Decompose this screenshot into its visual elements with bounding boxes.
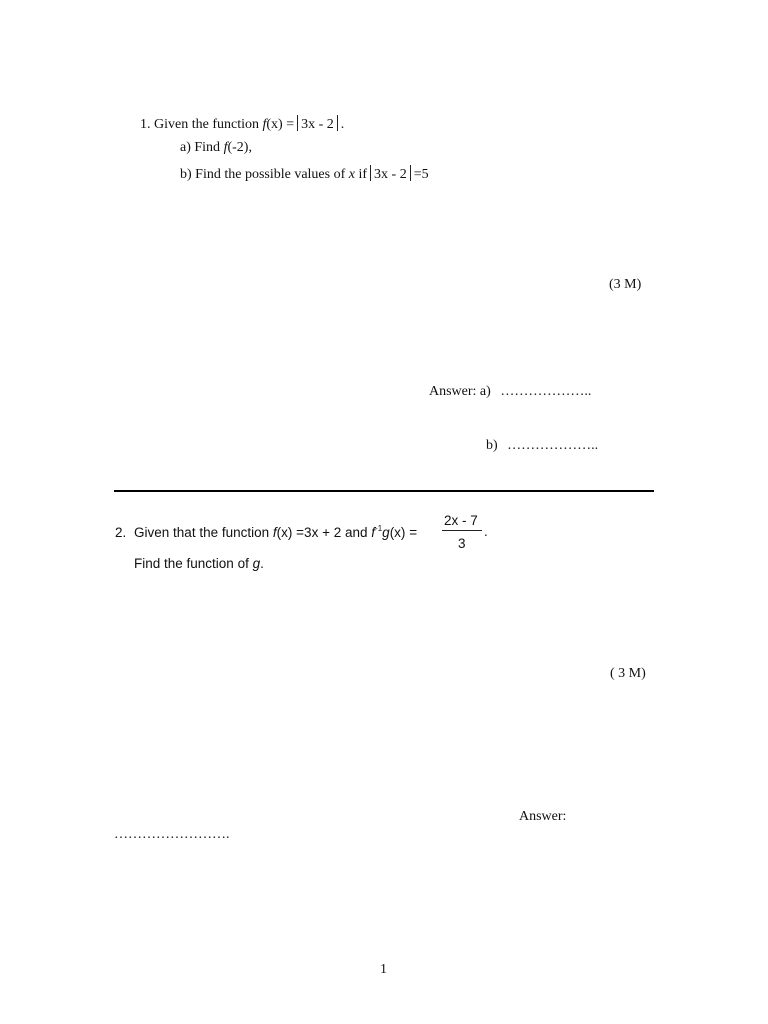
q1-part-b-if: if xyxy=(358,167,368,182)
q2-stem xyxy=(115,525,417,540)
q1-part-a-label: a) Find xyxy=(180,140,221,155)
q1-part-a-func: f xyxy=(223,140,228,155)
q1-number: 1. xyxy=(140,117,151,132)
q2-f-def: =3x + 2 xyxy=(296,525,342,540)
q2-f: f xyxy=(272,525,277,540)
q1-equals: = xyxy=(286,117,295,132)
q1-answer-b xyxy=(486,439,598,453)
q1-part-b-var: x xyxy=(348,167,355,182)
q2-find-line xyxy=(134,557,264,571)
q2-g-eq: = xyxy=(409,525,418,540)
q1-part-a xyxy=(180,141,252,155)
q1-answer-b-label: b) xyxy=(486,438,498,453)
q1-answer-label: Answer: a) xyxy=(429,384,491,399)
abs-bar-right xyxy=(410,165,411,181)
q2-find-end: . xyxy=(260,556,264,571)
q1-part-b xyxy=(180,165,429,182)
q2-f-arg: (x) xyxy=(276,525,293,540)
q1-abs-expr: 3x - 2 xyxy=(301,117,334,132)
q2-and: and xyxy=(344,525,368,540)
q1-answer-b-dots: ……………….. xyxy=(507,438,599,453)
q2-finv: f xyxy=(371,525,376,540)
q1-answer-a-dots: ……………….. xyxy=(500,384,592,399)
abs-bar-left xyxy=(297,115,298,131)
q1-answer-a xyxy=(429,385,591,399)
abs-bar-right xyxy=(337,115,338,131)
q2-end: . xyxy=(484,524,488,539)
q2-answer-label: Answer: xyxy=(519,809,567,824)
q2-find-var: g xyxy=(252,556,261,571)
q1-marks: (3 M) xyxy=(609,277,642,292)
q1-stem xyxy=(140,115,344,132)
q2-g-arg: (x) xyxy=(389,525,406,540)
q2-find-prefix: Find the function of xyxy=(134,556,249,571)
page-number: 1 xyxy=(380,962,387,977)
q2-marks: ( 3 M) xyxy=(610,666,646,681)
q2-frac-num: 2x - 7 xyxy=(444,513,478,528)
q1-lead: Given the function xyxy=(154,117,259,132)
q1-func-name: f xyxy=(262,117,267,132)
q1-func-arg: (x) xyxy=(266,117,283,132)
q2-finv-sup: -1 xyxy=(375,524,383,533)
q1-part-b-rhs: =5 xyxy=(413,167,429,182)
q2-frac-den: 3 xyxy=(458,536,466,551)
q1-part-b-label: b) Find the possible values of xyxy=(180,167,346,182)
fraction-bar xyxy=(442,530,482,531)
q2-number: 2. xyxy=(115,525,127,540)
q2-g: g xyxy=(382,525,390,540)
abs-bar-left xyxy=(370,165,371,181)
q2-lead: Given that the function xyxy=(134,525,270,540)
q1-part-a-rest: (-2), xyxy=(227,140,252,155)
section-divider xyxy=(114,490,654,492)
q1-end: . xyxy=(340,117,345,132)
q1-part-b-abs: 3x - 2 xyxy=(374,167,407,182)
q2-answer-dots: ……………………. xyxy=(114,827,230,842)
